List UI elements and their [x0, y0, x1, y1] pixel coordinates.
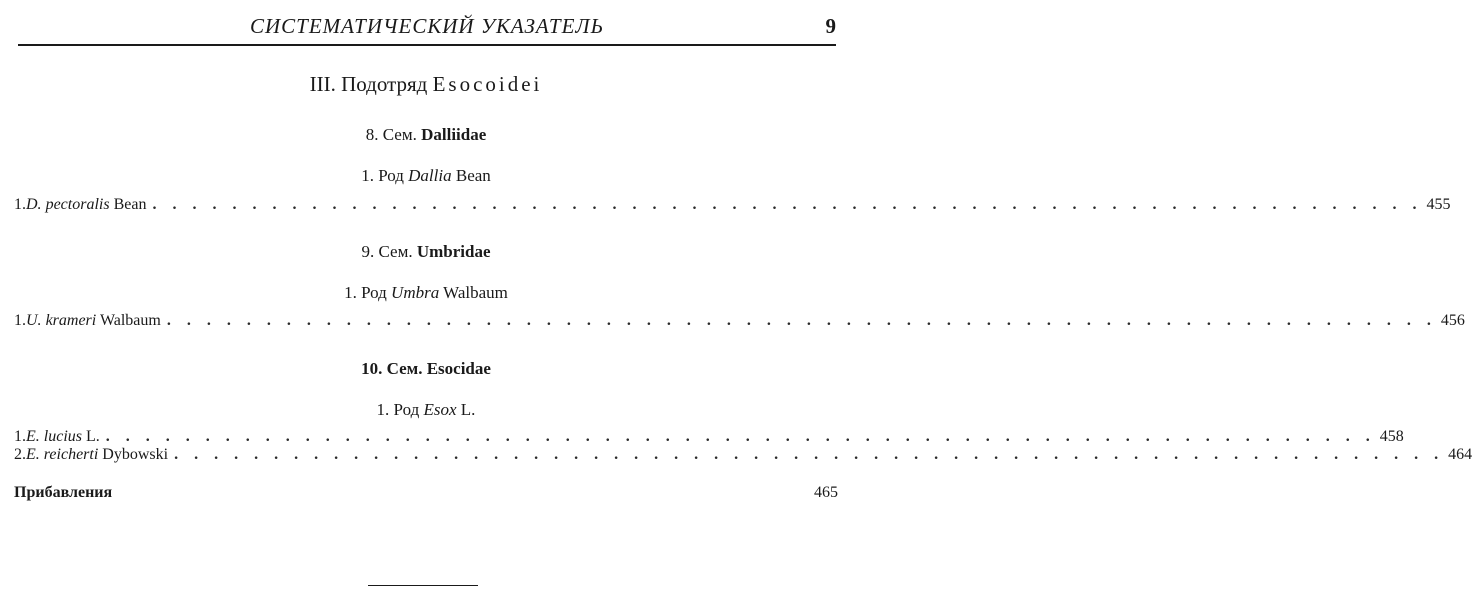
leader-dots: . . . . . . . . . . . . . . . . . . . . . . . . . . . . . . . . . . . . . . . . . . . . . . . . . . . . . . . . . . . . . . . . [166, 312, 1437, 329]
entry-name [26, 312, 161, 330]
index-entry [14, 196, 1451, 216]
suborder-prefix: III. Подотряд [309, 72, 428, 96]
entry-number: 1. [14, 428, 26, 445]
addenda-label: Прибавления [14, 484, 113, 501]
genus-author: Bean [455, 166, 491, 185]
entry-name [26, 428, 100, 446]
page-number: 9 [825, 14, 836, 38]
entry-number: 1. [14, 196, 26, 213]
entry-species: reicherti [43, 446, 99, 463]
family-prefix: 8. Сем. [365, 125, 417, 144]
entry-genus-abbr: U. [26, 312, 42, 329]
entry-author: Walbaum [99, 312, 161, 329]
family-heading-esocidae [0, 359, 852, 379]
entry-name [26, 446, 168, 464]
entry-author: Dybowski [102, 446, 169, 463]
leader-dots: . . . . . . . . . . . . . . . . . . . . . . . . . . . . . . . . . . . . . . . . . . . . . . . . . . . . . . . . . . . . . . . . [174, 446, 1445, 463]
index-entry [14, 428, 1404, 448]
running-header [18, 8, 836, 46]
family-name: Esocidae [426, 359, 491, 378]
suborder-name: Esocoidei [432, 72, 543, 96]
entry-name [26, 196, 146, 214]
family-name: Dalliidae [421, 125, 487, 144]
entry-page: 464 [1448, 446, 1472, 463]
leader-dots: . . . . . . . . . . . . . . . . . . . . . . . . . . . . . . . . . . . . . . . . . . . . . . . . . . . . . . . . . . . . . . . . [152, 196, 1423, 213]
entry-page: 458 [1379, 428, 1404, 445]
family-heading-umbridae [0, 242, 852, 262]
entry-species: lucius [43, 428, 82, 445]
entry-number: 2. [14, 446, 26, 463]
genus-prefix: 1. Род [376, 400, 420, 419]
addenda-page: 465 [814, 484, 838, 501]
family-prefix: 9. Сем. [361, 242, 413, 261]
genus-heading-dallia [0, 166, 852, 186]
entry-species: krameri [45, 312, 97, 329]
genus-prefix: 1. Род [361, 166, 404, 185]
entry-species: pectoralis [45, 196, 110, 213]
suborder-heading [0, 72, 852, 97]
entry-genus-abbr: D. [26, 196, 42, 213]
family-prefix: 10. Сем. [361, 359, 423, 378]
genus-heading-esox [0, 400, 852, 420]
index-entry [14, 446, 1472, 466]
index-entry [14, 312, 1465, 332]
entry-genus-abbr: E. [26, 446, 40, 463]
entry-author: L. [86, 428, 100, 445]
genus-name: Dallia [408, 166, 452, 185]
genus-name: Esox [423, 400, 457, 419]
entry-genus-abbr: E. [26, 428, 40, 445]
family-name: Umbridae [416, 242, 491, 261]
header-title: СИСТЕМАТИЧЕСКИЙ УКАЗАТЕЛЬ [249, 14, 605, 38]
entry-page: 456 [1440, 312, 1465, 329]
genus-heading-umbra [0, 283, 852, 303]
genus-author: Walbaum [443, 283, 508, 302]
entry-number: 1. [14, 312, 26, 329]
genus-author: L. [460, 400, 476, 419]
family-heading-dalliidae [0, 125, 852, 145]
entry-page: 455 [1426, 196, 1451, 213]
genus-name: Umbra [391, 283, 440, 302]
genus-prefix: 1. Род [344, 283, 387, 302]
leader-dots: . . . . . . . . . . . . . . . . . . . . . . . . . . . . . . . . . . . . . . . . . . . . . . . . . . . . . . . . . . . . . . . . [105, 428, 1376, 445]
addenda-entry [14, 484, 838, 506]
footer-rule [368, 585, 478, 586]
entry-author: Bean [113, 196, 147, 213]
